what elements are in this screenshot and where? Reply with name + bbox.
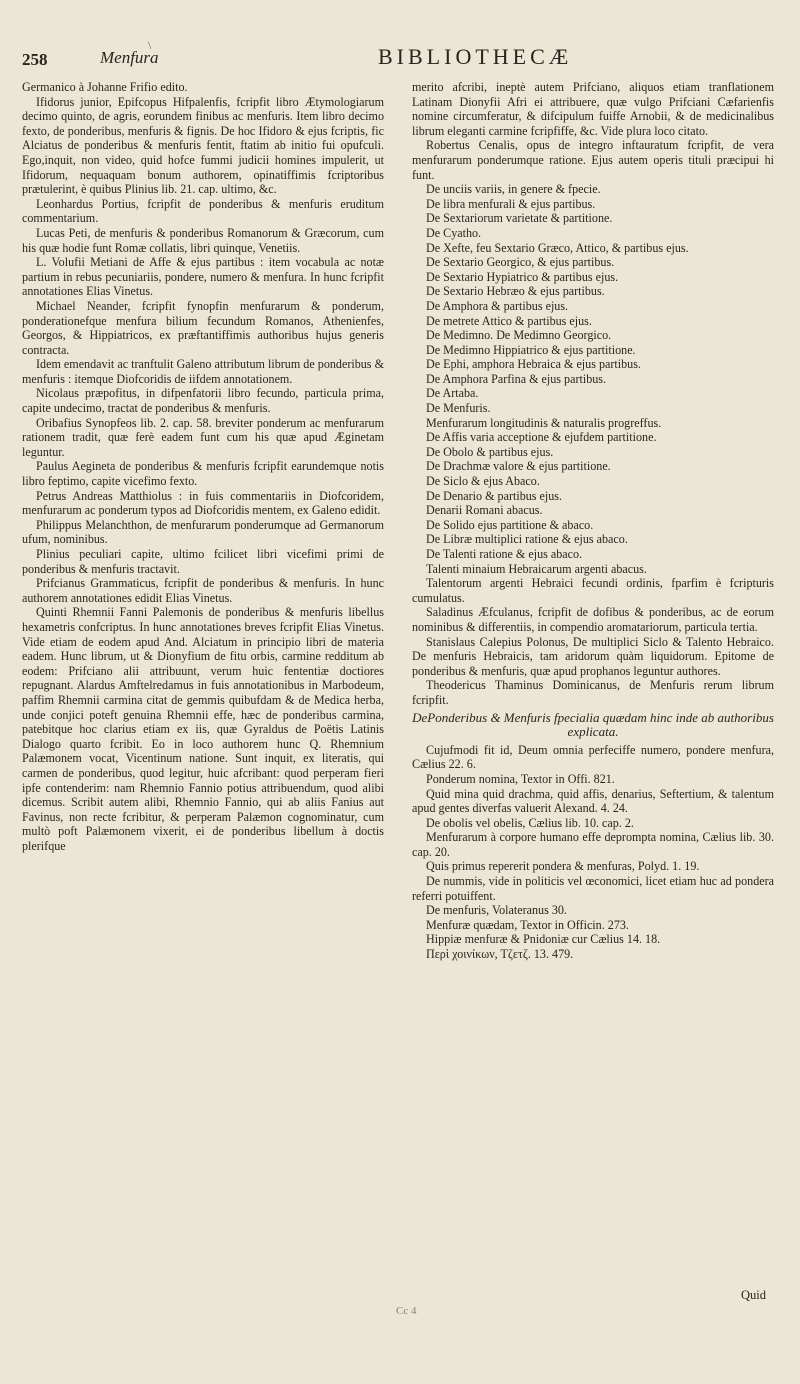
paragraph: Ponderum nomina, Textor in Offi. 821. — [426, 771, 615, 786]
list-item: De Denario & partibus ejus. — [426, 488, 563, 503]
list-item: De Medimno. De Medimno Georgico. — [426, 328, 612, 343]
paragraph: De menfuris, Volateranus 30. — [426, 903, 567, 918]
paragraph: Paulus Aegineta de ponderibus & menfuris fcripfit earundemque notis libro feptimo, capite vicefimo fexto. — [22, 459, 384, 489]
list-item: De unciis variis, in genere & fpecie. — [426, 182, 601, 197]
paragraph: Idem emendavit ac tranftulit Galeno attributum librum de ponderibus & menfuris : itemque Diofcoridis de iifdem annotationem. — [22, 357, 384, 386]
running-head-italic: Menfura — [100, 48, 159, 67]
paragraph: De nummis, vide in politicis vel œconomici, licet etiam huc ad pondera referri potuiffent. — [412, 874, 774, 903]
list-item: Denarii Romani abacus. — [426, 503, 543, 518]
right-column — [412, 80, 774, 962]
list-item: De Menfuris. — [426, 401, 491, 416]
list-item: De Sextariorum varietate & partitione. — [426, 211, 613, 226]
list-item: Talenti minaium Hebraicarum argenti abacus. — [426, 561, 647, 576]
list-item: De Artaba. — [426, 386, 479, 401]
paragraph: Cujufmodi fit id, Deum omnia perfeciffe numero, pondere menfura, Cælius 22. 6. — [412, 742, 774, 772]
signature-mark: Cc 4 — [396, 1305, 417, 1317]
paragraph: Plinius peculiari capite, ultimo fcilicet libri vicefimi primi de ponderibus & menfuris tractavit. — [22, 547, 384, 576]
list-item: De Xefte, feu Sextario Græco, Attico, & partibus ejus. — [426, 240, 689, 255]
margin-mark: \ — [148, 38, 152, 52]
list-item: De Amphora Parfina & ejus partibus. — [426, 371, 607, 386]
list-item: De metrete Attico & partibus ejus. — [426, 313, 592, 328]
paragraph: De obolis vel obelis, Cælius lib. 10. cap. 2. — [426, 815, 634, 830]
paragraph: Ifidorus junior, Epifcopus Hifpalenfis, fcripfit libro Ætymologiarum decimo quinto, de agris, eorundem finibus ac menfuris. Item libro decimo fexto, de ponderibus, menfuris & fignis. De hoc Ifidoro & ejus fcriptis, fic Alciatus de ponderibus & menfuris fentit, ftatim ab initio fui opufculi. Ego,inquit, non video, quid hofce fummi judicii homines impulerit, ut Ifidorum, nequaquam bonum authorem, opinatiffimis fcriptoribus prætulerint, è quibus Plinius lib. 21. cap. ultimo, &c. — [22, 94, 384, 197]
list-item: De Libræ multiplici ratione & ejus abaco. — [426, 532, 628, 547]
list-item: De Ephi, amphora Hebraica & ejus partibus. — [426, 357, 641, 372]
paragraph: Περὶ χοινίκων, Τζετζ. 13. 479. — [426, 947, 574, 962]
paragraph: Philippus Melanchthon, de menfurarum ponderumque ad Germanorum ufum, nominibus. — [22, 517, 384, 547]
page-header — [22, 42, 782, 70]
paragraph: L. Volufii Metiani de Affe & ejus partibus : item vocabula ac notæ partium in rebus pecuniariis, pondere, numero & menfura. In hunc fcripfit annotationes Elias Vinetus. — [22, 255, 384, 299]
paragraph: Quinti Rhemnii Fanni Palemonis de ponderibus & menfuris libellus hexametris confcriptus. In hunc annotationes breves fcripfit Elias Vinetus. Vide etiam de eodem apud And. Alciatum in principio libri de materia eadem. Hunc librum, ut & Dionyfium de fitu orbis, carmine redditum ab eodem: Prifciano alii attribuunt, verum huic fententiæ doctiores repugnant. Alardus Amftelredamus in fuis annotationibus in Marbodeum, paffim Rhemnii carmina citat de gemmis quibufdam & de Medica herba, unde conjici poteft genuina Rhemnii effe, hæc de ponderibus carmina, patebitque hoc clarius etiam ex iis, quæ Gyraldus de Poëtis Latinis Dialogo quarto fcribit. Eo in loco authorem hunc Q. Rhemnium Palæmonem vocat, Vicentinum natione. Sunt inquit, ex literatis, qui carmen de ponderibus, quod legitur, huic afcribant: quod perperam fieri ipfe contenderim: nam Rhemnio Fannio potius attribuendum, quod alibi dicemus. Scribit autem alibi, Rhemnio Fannio, qui ab aliis Fanius aut Favinus, non recte fcribitur, & perperam Palæmon cognominatur, cum multò poft Palæmonem vixerit, ei de ponderibus libellum à doctis plerifque — [22, 605, 384, 853]
list-item: De Medimno Hippiatrico & ejus partitione. — [426, 342, 636, 357]
paragraph: Germanico à Johanne Frifio edito. — [22, 80, 188, 94]
paragraph: Menfurarum à corpore humano effe deprompta nomina, Cælius lib. 30. cap. 20. — [412, 830, 774, 859]
list-item: Menfurarum longitudinis & naturalis progreffus. — [426, 415, 662, 430]
list-item: De Drachmæ valore & ejus partitione. — [426, 459, 611, 474]
paragraph: Robertus Cenalis, opus de integro inftauratum fcripfit, de vera menfurarum ponderumque ratione. Ejus autem operis tituli præcipui hi funt. — [412, 138, 774, 182]
paragraph: Talentorum argenti Hebraici fecundi ordinis, fparfim è fcripturis cumulatus. — [412, 576, 774, 605]
paragraph: Quis primus repererit pondera & menfuras, Polyd. 1. 19. — [426, 859, 700, 874]
paragraph: Menfuræ quædam, Textor in Officin. 273. — [426, 917, 629, 932]
left-column — [22, 80, 384, 853]
catchword: Quid — [741, 1288, 766, 1302]
list-item: De Solido ejus partitione & abaco. — [426, 517, 594, 532]
paragraph: merito afcribi, ineptè autem Prifciano, aliquos etiam tranflationem Latinam Dionyfii Afri ei attribuere, quæ vulgo Prifciani Cæfarienfis nomine circumferatur, & difcipulum fuiffe Arnobii, & de medicinalibus librum eleganti carmine fcripfiffe, &c. Vide plura loco citato. — [412, 80, 774, 138]
list-item: De Affis varia acceptione & ejufdem partitione. — [426, 430, 657, 445]
paragraph: Petrus Andreas Matthiolus : in fuis commentariis in Diofcoridem, menfurarum ac ponderum typos ad Diofcoridis mentem, ex Galeno edidit. — [22, 488, 384, 518]
paragraph: Theodericus Thaminus Dominicanus, de Menfuris rerum librum fcripfit. — [412, 678, 774, 707]
list-item: De Sextario Hypiatrico & partibus ejus. — [426, 269, 619, 284]
paragraph: Prifcianus Grammaticus, fcripfit de ponderibus & menfuris. In hunc authorem annotationes edidit Elias Vinetus. — [22, 576, 384, 605]
list-item: De Obolo & partibus ejus. — [426, 444, 554, 459]
paragraph: Oribafius Synopfeos lib. 2. cap. 58. breviter ponderum ac menfurarum rationem tradit, quæ ferè eadem funt cum his quæ apud Æginetam leguntur. — [22, 415, 384, 459]
paragraph: Leonhardus Portius, fcripfit de ponderibus & menfuris eruditum commentarium. — [22, 196, 384, 226]
paragraph: Nicolaus præpofitus, in difpenfatorii libro fecundo, particula prima, capite undecimo, tractat de ponderibus & menfuris. — [22, 386, 384, 416]
list-item: De Sextario Georgico, & ejus partibus. — [426, 255, 615, 270]
list-item: De libra menfurali & ejus partibus. — [426, 196, 596, 211]
section-heading: DePonderibus & Menfuris fpecialia quædam hinc inde ab authoribus explicata. — [412, 709, 774, 740]
paragraph: Stanislaus Calepius Polonus, De multiplici Siclo & Talento Hebraico. De menfuris Hebraicis, tam aridorum quàm liquidorum. Epitome de ponderibus & menfuris, quæ apud prophanos leguntur authores. — [412, 634, 774, 678]
list-item: De Cyatho. — [426, 225, 482, 240]
paragraph: Hippiæ menfuræ & Pnidoniæ cur Cælius 14. 18. — [426, 932, 661, 947]
paragraph: Quid mina quid drachma, quid affis, denarius, Seftertium, & talentum apud gentes diverfas valuerit Alexand. 4. 24. — [412, 786, 774, 816]
page-number: 258 — [22, 50, 48, 69]
list-item: De Sextario Hebræo & ejus partibus. — [426, 284, 605, 299]
list-item: De Talenti ratione & ejus abaco. — [426, 547, 583, 561]
paragraph: Saladinus Æfculanus, fcripfit de dofibus & ponderibus, ac de eorum nominibus & differentiis, in compendio aromatariorum, particula tertia. — [412, 605, 774, 634]
list-item: De Siclo & ejus Abaco. — [426, 474, 540, 489]
paragraph: Michael Neander, fcripfit fynopfin menfurarum & ponderum, ponderationefque menfura bilium fecundum Romanos, Athenienfes, Georgos, & Hippiatricos, ex præftantiffimis authoribus hujus generis contracta. — [22, 298, 384, 357]
paragraph: Lucas Peti, de menfuris & ponderibus Romanorum & Græcorum, cum his quæ hodie funt Romæ collatis, libri quinque, Venetiis. — [22, 225, 384, 255]
list-item: De Amphora & partibus ejus. — [426, 298, 569, 313]
running-head: BIBLIOTHECÆ — [378, 44, 573, 69]
